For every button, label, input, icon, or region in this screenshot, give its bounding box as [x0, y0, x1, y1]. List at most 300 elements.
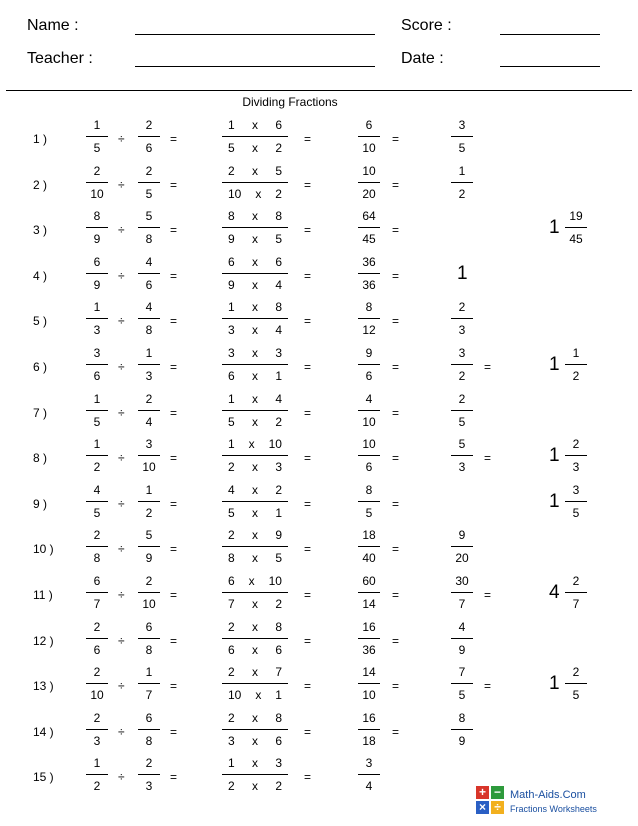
result-fraction-numerator: 60	[362, 574, 376, 588]
equals-sign: =	[170, 770, 178, 785]
product-numerator-left: 1	[228, 391, 235, 406]
simplified-fraction-bar	[451, 455, 473, 456]
equals-sign: =	[170, 679, 178, 694]
dividend-fraction-bar	[86, 683, 108, 684]
result-fraction-numerator: 8	[365, 482, 373, 497]
dividend-fraction-bar	[86, 501, 108, 502]
simplified-fraction-numerator: 9	[458, 528, 466, 543]
product-denominator	[222, 597, 288, 611]
dividend-fraction-bar	[86, 273, 108, 274]
divide-sign: ÷	[118, 314, 125, 329]
divisor-fraction-bar	[138, 592, 160, 593]
equals-sign: =	[304, 405, 312, 420]
product-denominator	[222, 643, 288, 657]
divisor-fraction-numerator: 5	[145, 528, 153, 543]
equals-sign: =	[170, 405, 178, 420]
dividend-fraction-bar	[86, 638, 108, 639]
dividend-fraction	[86, 756, 108, 793]
result-fraction-bar	[358, 410, 380, 411]
product-numerator-times: x	[252, 300, 258, 315]
product-denominator	[222, 779, 288, 793]
equals-sign: =	[484, 679, 492, 694]
product-denominator-times: x	[252, 414, 258, 429]
divisor-fraction-bar	[138, 546, 160, 547]
divisor-fraction-denominator: 7	[145, 688, 153, 703]
equals-sign: =	[304, 314, 312, 329]
dividend-fraction	[86, 209, 108, 246]
dividend-fraction-numerator: 4	[93, 482, 101, 497]
divisor-fraction-numerator: 4	[145, 300, 153, 315]
score-label: Score :	[401, 17, 452, 34]
equals-sign: =	[392, 496, 400, 511]
product-denominator-times: x	[252, 141, 258, 155]
equals-sign: =	[170, 177, 178, 192]
product-denominator-times: x	[252, 323, 258, 338]
product-numerator	[222, 756, 288, 770]
product-denominator-times: x	[252, 597, 258, 611]
product-denominator	[222, 369, 288, 383]
dividend-fraction-numerator: 6	[93, 254, 101, 269]
simplified-fraction	[451, 392, 473, 429]
result-fraction-bar	[358, 318, 380, 319]
worksheet-title: Dividing Fractions	[242, 95, 338, 109]
product-numerator-times: x	[252, 346, 258, 360]
product-numerator-times: x	[252, 528, 258, 543]
dividend-fraction-numerator: 8	[93, 209, 101, 224]
product-bar	[222, 546, 288, 547]
dividend-fraction	[86, 711, 108, 748]
equals-sign: =	[392, 268, 400, 283]
score-line[interactable]	[500, 34, 600, 35]
dividend-fraction-bar	[86, 364, 108, 365]
equals-sign: =	[304, 177, 312, 192]
result-fraction-bar	[358, 227, 380, 228]
divisor-fraction-numerator: 6	[145, 619, 153, 634]
product-denominator	[222, 415, 288, 429]
result-fraction-numerator: 64	[362, 209, 376, 224]
date-line[interactable]	[500, 66, 600, 67]
header-rule	[6, 90, 632, 91]
simplified-fraction-denominator: 3	[458, 460, 466, 475]
simplified-fraction-bar	[451, 410, 473, 411]
divide-sign: ÷	[118, 542, 125, 557]
result-fraction	[358, 300, 380, 337]
divisor-fraction-denominator: 4	[145, 414, 153, 429]
product-denominator	[222, 460, 288, 474]
product-numerator-left: 6	[228, 254, 235, 269]
simplified-fraction-numerator: 2	[458, 391, 466, 406]
problem-number: 13 )	[33, 679, 54, 694]
result-fraction-numerator: 36	[362, 254, 376, 269]
product-numerator-times: x	[252, 710, 258, 725]
divide-sign: ÷	[118, 405, 125, 420]
product-denominator-right: 1	[275, 369, 282, 383]
simplified-fraction	[451, 665, 473, 702]
simplified-fraction	[451, 528, 473, 565]
result-fraction-bar	[358, 455, 380, 456]
product-expression	[222, 437, 288, 474]
product-bar	[222, 501, 288, 502]
dividend-fraction-denominator: 2	[93, 460, 101, 475]
product-denominator-left: 10	[228, 688, 242, 703]
dividend-fraction	[86, 528, 108, 565]
name-line[interactable]	[135, 34, 375, 35]
dividend-fraction-denominator: 5	[93, 505, 101, 520]
product-numerator-right: 7	[275, 665, 282, 680]
product-denominator	[222, 323, 288, 337]
product-denominator-left: 7	[228, 597, 235, 611]
equals-sign: =	[170, 542, 178, 557]
equals-sign: =	[304, 679, 312, 694]
result-fraction	[358, 346, 380, 383]
product-denominator-left: 10	[228, 186, 242, 201]
product-bar	[222, 410, 288, 411]
result-fraction	[358, 665, 380, 702]
teacher-line[interactable]	[135, 66, 375, 67]
divisor-fraction	[138, 164, 160, 201]
mixed-whole: 1	[549, 217, 560, 239]
problem-number: 7 )	[33, 405, 48, 420]
product-numerator	[222, 164, 288, 178]
mixed-fraction	[565, 574, 587, 611]
simplified-fraction	[451, 164, 473, 201]
product-expression	[222, 300, 288, 337]
brand-name: Math-Aids.Com	[510, 789, 586, 801]
mixed-fraction-denominator: 2	[572, 369, 580, 383]
product-denominator	[222, 232, 288, 246]
product-denominator-right: 2	[275, 141, 282, 155]
dividend-fraction	[86, 665, 108, 702]
product-bar	[222, 774, 288, 775]
result-fraction	[358, 756, 380, 793]
product-denominator-left: 5	[228, 414, 235, 429]
simplified-fraction-numerator: 30	[455, 574, 469, 588]
equals-sign: =	[392, 405, 400, 420]
equals-sign: =	[304, 724, 312, 739]
product-bar	[222, 729, 288, 730]
product-denominator-left: 5	[228, 505, 235, 520]
problem-row	[0, 574, 638, 620]
divide-sign: ÷	[118, 724, 125, 739]
date-label: Date :	[401, 50, 444, 67]
product-denominator-left: 3	[228, 323, 235, 338]
divisor-fraction-bar	[138, 182, 160, 183]
simplified-fraction-bar	[451, 592, 473, 593]
mixed-whole: 1	[549, 673, 560, 695]
problem-row	[0, 711, 638, 757]
dividend-fraction	[86, 300, 108, 337]
product-denominator-right: 6	[275, 642, 282, 657]
product-bar	[222, 683, 288, 684]
divisor-fraction-bar	[138, 227, 160, 228]
result-fraction-denominator: 6	[365, 369, 373, 383]
product-denominator-left: 6	[228, 642, 235, 657]
simplified-fraction-numerator: 2	[458, 300, 466, 315]
divisor-fraction-denominator: 3	[145, 369, 153, 383]
divisor-fraction	[138, 620, 160, 657]
product-denominator-times: x	[255, 688, 262, 703]
name-label: Name :	[27, 17, 79, 34]
product-numerator-times: x	[252, 209, 258, 224]
product-denominator-right: 5	[275, 232, 282, 247]
divisor-fraction	[138, 392, 160, 429]
simplified-fraction-numerator: 7	[458, 665, 466, 680]
product-denominator	[222, 688, 288, 702]
product-numerator	[222, 209, 288, 223]
divide-sign: ÷	[118, 633, 125, 648]
problem-row	[0, 392, 638, 438]
simplified-fraction-denominator: 2	[458, 369, 466, 383]
product-numerator-right: 6	[275, 118, 282, 132]
product-expression	[222, 620, 288, 657]
divisor-fraction-bar	[138, 683, 160, 684]
divide-sign: ÷	[118, 496, 125, 511]
result-fraction-bar	[358, 273, 380, 274]
product-numerator-right: 4	[275, 391, 282, 406]
simplified-fraction-numerator: 5	[458, 437, 466, 452]
result-fraction-numerator: 16	[362, 710, 376, 725]
divide-sign: ÷	[118, 679, 125, 694]
product-denominator	[222, 141, 288, 155]
mixed-fraction-bar	[565, 364, 587, 365]
simplified-fraction	[451, 346, 473, 383]
dividend-fraction-bar	[86, 182, 108, 183]
dividend-fraction-numerator: 3	[93, 346, 101, 360]
mixed-fraction-bar	[565, 455, 587, 456]
result-fraction-denominator: 6	[365, 460, 373, 475]
dividend-fraction-denominator: 6	[93, 642, 101, 657]
product-bar	[222, 455, 288, 456]
simplified-fraction-bar	[451, 683, 473, 684]
divide-sign: ÷	[118, 770, 125, 785]
result-fraction	[358, 255, 380, 292]
divide-sign: ÷	[118, 451, 125, 466]
result-fraction	[358, 574, 380, 611]
divisor-fraction-bar	[138, 501, 160, 502]
result-fraction-numerator: 4	[365, 391, 373, 406]
product-numerator-times: x	[252, 665, 258, 680]
result-fraction-denominator: 45	[362, 232, 376, 247]
dividend-fraction-numerator: 2	[93, 619, 101, 634]
equals-sign: =	[170, 724, 178, 739]
result-fraction-numerator: 8	[365, 300, 373, 315]
result-fraction-bar	[358, 136, 380, 137]
product-numerator-right: 8	[275, 710, 282, 725]
divisor-fraction-denominator: 8	[145, 733, 153, 748]
mixed-fraction	[565, 483, 587, 520]
simplified-fraction-denominator: 5	[458, 414, 466, 429]
result-fraction-denominator: 40	[362, 551, 376, 566]
product-denominator-times: x	[252, 733, 258, 748]
equals-sign: =	[304, 496, 312, 511]
divisor-fraction-denominator: 2	[145, 505, 153, 520]
product-bar	[222, 273, 288, 274]
problem-number: 8 )	[33, 451, 48, 466]
divisor-fraction-numerator: 2	[145, 756, 153, 771]
result-fraction-numerator: 3	[365, 756, 373, 771]
dividend-fraction	[86, 164, 108, 201]
equals-sign: =	[392, 177, 400, 192]
product-denominator-left: 9	[228, 277, 235, 292]
product-denominator-right: 2	[275, 186, 282, 201]
result-fraction	[358, 118, 380, 155]
mixed-whole: 1	[549, 445, 560, 467]
product-denominator-right: 1	[275, 505, 282, 520]
divisor-fraction-bar	[138, 638, 160, 639]
dividend-fraction-bar	[86, 455, 108, 456]
divisor-fraction-denominator: 8	[145, 642, 153, 657]
product-numerator	[222, 574, 288, 588]
divisor-fraction	[138, 665, 160, 702]
divisor-fraction-numerator: 6	[145, 710, 153, 725]
equals-sign: =	[484, 451, 492, 466]
product-numerator-times: x	[248, 574, 255, 588]
result-fraction-denominator: 4	[365, 779, 373, 794]
dividend-fraction	[86, 346, 108, 383]
problem-number: 3 )	[33, 223, 48, 238]
result-fraction-bar	[358, 546, 380, 547]
whole-answer: 1	[457, 262, 468, 284]
problem-number: 4 )	[33, 268, 48, 283]
divisor-fraction	[138, 209, 160, 246]
simplified-fraction-denominator: 9	[458, 733, 466, 748]
product-expression	[222, 118, 288, 155]
result-fraction-denominator: 36	[362, 642, 376, 657]
divisor-fraction-bar	[138, 729, 160, 730]
problem-number: 15 )	[33, 770, 54, 785]
problem-number: 11 )	[33, 588, 53, 602]
result-fraction-numerator: 6	[365, 118, 373, 132]
product-expression	[222, 665, 288, 702]
product-numerator-left: 1	[228, 300, 235, 315]
product-expression	[222, 483, 288, 520]
product-denominator-right: 3	[275, 460, 282, 475]
result-fraction	[358, 483, 380, 520]
equals-sign: =	[304, 588, 312, 602]
mixed-fraction	[565, 665, 587, 702]
problem-number: 12 )	[33, 633, 54, 648]
mixed-fraction-denominator: 5	[572, 688, 580, 703]
mixed-fraction-bar	[565, 592, 587, 593]
result-fraction-bar	[358, 501, 380, 502]
product-numerator-left: 1	[228, 118, 235, 132]
equals-sign: =	[392, 542, 400, 557]
simplified-fraction	[451, 711, 473, 748]
divide-sign: ÷	[118, 360, 125, 374]
product-denominator-left: 9	[228, 232, 235, 247]
product-numerator	[222, 346, 288, 360]
dividend-fraction-numerator: 2	[93, 528, 101, 543]
dividend-fraction-bar	[86, 592, 108, 593]
divisor-fraction-numerator: 2	[145, 118, 153, 132]
result-fraction	[358, 711, 380, 748]
dividend-fraction-numerator: 1	[93, 391, 101, 406]
dividend-fraction-denominator: 6	[93, 369, 101, 383]
result-fraction-bar	[358, 683, 380, 684]
dividend-fraction-denominator: 9	[93, 232, 101, 247]
product-bar	[222, 638, 288, 639]
simplified-fraction-denominator: 5	[458, 141, 466, 155]
equals-sign: =	[170, 496, 178, 511]
product-numerator-left: 2	[228, 528, 235, 543]
product-denominator-times: x	[252, 277, 258, 292]
dividend-fraction	[86, 483, 108, 520]
divide-sign: ÷	[118, 132, 125, 146]
divisor-fraction-denominator: 8	[145, 232, 153, 247]
divisor-fraction-denominator: 10	[142, 597, 156, 611]
divisor-fraction-bar	[138, 273, 160, 274]
dividend-fraction	[86, 620, 108, 657]
product-bar	[222, 136, 288, 137]
product-denominator-right: 4	[275, 323, 282, 338]
product-expression	[222, 392, 288, 429]
dividend-fraction-denominator: 10	[90, 688, 104, 703]
result-fraction-bar	[358, 592, 380, 593]
mixed-whole: 1	[549, 490, 560, 512]
simplified-fraction-denominator: 5	[458, 688, 466, 703]
product-denominator-right: 2	[275, 414, 282, 429]
result-fraction-denominator: 12	[362, 323, 376, 338]
equals-sign: =	[170, 223, 178, 238]
divisor-fraction-denominator: 5	[145, 186, 153, 201]
teacher-label: Teacher :	[27, 50, 93, 67]
equals-sign: =	[170, 268, 178, 283]
dividend-fraction-denominator: 5	[93, 141, 101, 155]
divisor-fraction-denominator: 9	[145, 551, 153, 566]
divisor-fraction-denominator: 8	[145, 323, 153, 338]
dividend-fraction	[86, 255, 108, 292]
result-fraction-numerator: 10	[362, 163, 376, 178]
dividend-fraction-denominator: 7	[93, 597, 101, 611]
mixed-fraction-bar	[565, 683, 587, 684]
equals-sign: =	[304, 360, 312, 374]
divisor-fraction-denominator: 10	[142, 460, 156, 475]
problem-number: 14 )	[33, 724, 54, 739]
divisor-fraction-numerator: 4	[145, 254, 153, 269]
mixed-fraction-numerator: 2	[572, 574, 580, 588]
divisor-fraction	[138, 118, 160, 155]
dividend-fraction-bar	[86, 318, 108, 319]
result-fraction	[358, 164, 380, 201]
equals-sign: =	[392, 223, 400, 238]
result-fraction	[358, 620, 380, 657]
product-numerator	[222, 392, 288, 406]
simplified-fraction-denominator: 20	[455, 551, 469, 566]
product-denominator-left: 5	[228, 141, 235, 155]
dividend-fraction-bar	[86, 546, 108, 547]
equals-sign: =	[304, 542, 312, 557]
dividend-fraction-denominator: 3	[93, 733, 101, 748]
result-fraction-bar	[358, 729, 380, 730]
equals-sign: =	[304, 223, 312, 238]
simplified-fraction-numerator: 3	[458, 118, 466, 132]
product-numerator-times: x	[252, 254, 258, 269]
dividend-fraction-numerator: 6	[93, 574, 101, 588]
product-denominator-times: x	[252, 460, 258, 475]
equals-sign: =	[392, 314, 400, 329]
product-denominator-times: x	[252, 642, 258, 657]
problem-row	[0, 346, 638, 392]
simplified-fraction-bar	[451, 364, 473, 365]
product-expression	[222, 711, 288, 748]
product-denominator-times: x	[252, 232, 258, 247]
product-expression	[222, 528, 288, 565]
product-bar	[222, 592, 288, 593]
dividend-fraction	[86, 574, 108, 611]
problem-row	[0, 255, 638, 301]
mixed-fraction-numerator: 19	[569, 209, 583, 224]
result-fraction-denominator: 10	[362, 688, 376, 703]
